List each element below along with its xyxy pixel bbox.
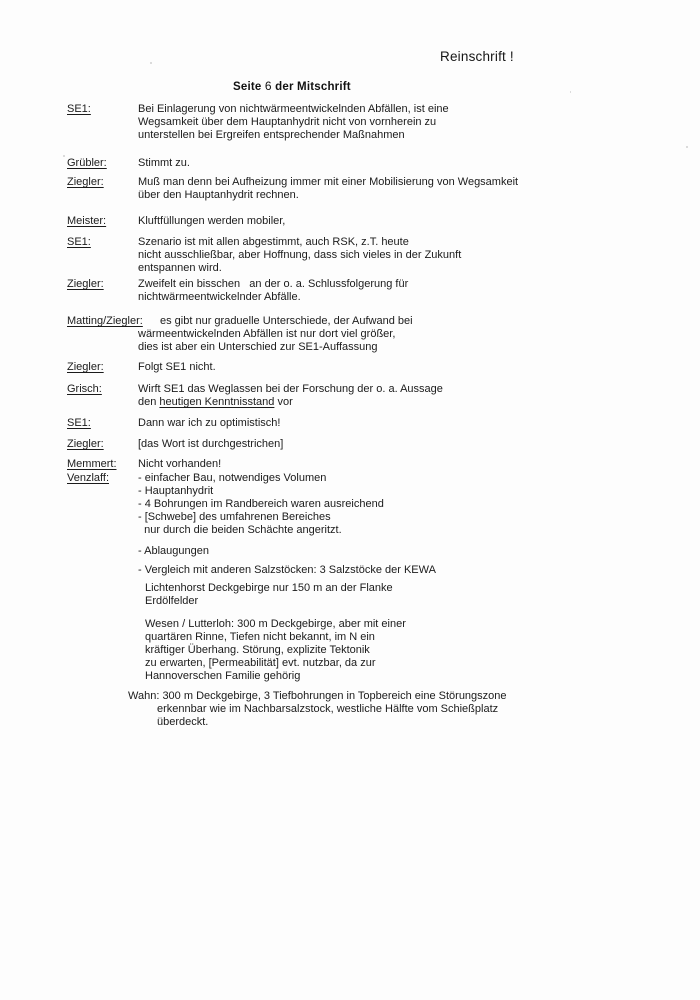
- statement-line: Hannoverschen Familie gehörig: [145, 670, 301, 682]
- statement-block: [145, 618, 608, 683]
- statement-line: nur durch die beiden Schächte angeritzt.: [138, 524, 342, 536]
- page-number: 6: [264, 79, 272, 93]
- speaker-label: SE1:: [67, 236, 91, 248]
- statement-line: über den Hauptanhydrit rechnen.: [138, 189, 299, 201]
- statement-text: [138, 157, 608, 170]
- speaker-label: Meister:: [67, 215, 107, 227]
- underlined-phrase: heutigen Kenntnisstand: [159, 396, 275, 408]
- speaker-label: Venzlaff:: [67, 472, 109, 484]
- statement-block: [138, 472, 608, 537]
- statement-line: - Vergleich mit anderen Salzstöcken: 3 Salzstöcke der KEWA: [138, 564, 436, 576]
- statement-line: Stimmt zu.: [138, 157, 190, 169]
- statement-line: [das Wort ist durchgestrichen]: [138, 438, 284, 450]
- statement-line: - Hauptanhydrit: [138, 485, 214, 497]
- statement-line: - [Schwebe] des umfahrenen Bereiches: [138, 511, 331, 523]
- statement-text: [138, 458, 608, 471]
- statement-text: [138, 236, 608, 275]
- statement-text: [128, 472, 608, 729]
- statement-line: Wegsamkeit über dem Hauptanhydrit nicht von vornherein zu: [138, 116, 437, 128]
- statement-line: dies ist aber ein Unterschied zur SE1-Auffassung: [138, 341, 378, 353]
- statement-text: [138, 438, 608, 451]
- statement-line: [138, 396, 608, 409]
- statement-line: quartären Rinne, Tiefen nicht bekannt, im N ein: [145, 631, 375, 643]
- statement-line: - einfacher Bau, notwendiges Volumen: [138, 472, 327, 484]
- statement-block: [145, 582, 608, 608]
- scan-noise-speck: [150, 62, 152, 64]
- statement-line: wärmeentwickelnden Abfällen ist nur dort viel größer,: [138, 328, 396, 340]
- scan-noise-speck: [686, 146, 688, 148]
- scan-noise-speck: [63, 155, 65, 157]
- statement-text: [138, 417, 608, 430]
- statement-line: Wahn: 300 m Deckgebirge, 3 Tiefbohrungen in Topbereich eine Störungszone: [128, 690, 507, 702]
- statement-line: nichtwärmeentwickelnder Abfälle.: [138, 291, 301, 303]
- scan-noise-speck: [570, 91, 571, 93]
- speaker-label: Ziegler:: [67, 438, 104, 450]
- statement-text: [138, 315, 608, 354]
- statement-text: [138, 176, 608, 202]
- statement-line: zu erwarten, [Permeabilität] evt. nutzbar, da zur: [145, 657, 376, 669]
- speaker-label: Memmert:: [67, 458, 117, 470]
- statement-block: [128, 690, 608, 729]
- statement-line: erkennbar wie im Nachbarsalzstock, westliche Hälfte vom Schießplatz: [157, 703, 499, 715]
- speaker-label: Ziegler:: [67, 361, 104, 373]
- statement-text: [138, 361, 608, 374]
- statement-text: [138, 383, 608, 409]
- statement-line: es gibt nur graduelle Unterschiede, der Aufwand bei: [160, 315, 413, 327]
- speaker-label: Matting/Ziegler:: [67, 315, 143, 327]
- speaker-label: Ziegler:: [67, 176, 104, 188]
- statement-line: entspannen wird.: [138, 262, 222, 274]
- speaker-label: Grisch:: [67, 383, 102, 395]
- statement-text: [138, 278, 608, 304]
- statement-line: Nicht vorhanden!: [138, 458, 222, 470]
- statement-line: Kluftfüllungen werden mobiler,: [138, 215, 286, 227]
- page-title: [233, 79, 351, 93]
- statement-line: Lichtenhorst Deckgebirge nur 150 m an der Flanke: [145, 582, 393, 594]
- statement-line: unterstellen bei Ergreifen entsprechender Maßnahmen: [138, 129, 405, 141]
- statement-line: kräftiger Überhang. Störung, explizite Tektonik: [145, 644, 370, 656]
- speaker-label: Grübler:: [67, 157, 107, 169]
- statement-text: [138, 103, 608, 142]
- page-annotation: Reinschrift !: [440, 49, 514, 64]
- statement-block: [138, 564, 608, 577]
- statement-line: Muß man denn bei Aufheizung immer mit einer Mobilisierung von Wegsamkeit: [138, 176, 519, 188]
- speaker-label: Ziegler:: [67, 278, 104, 290]
- text-segment: vor: [274, 396, 293, 408]
- statement-block: [138, 545, 608, 558]
- page-title-pre: Seite: [233, 81, 265, 93]
- statement-line: Bei Einlagerung von nichtwärmeentwickelnden Abfällen, ist eine: [138, 103, 449, 115]
- statement-line: Dann war ich zu optimistisch!: [138, 417, 281, 429]
- statement-line: Szenario ist mit allen abgestimmt, auch RSK, z.T. heute: [138, 236, 409, 248]
- statement-line: überdeckt.: [157, 716, 209, 728]
- statement-text: [138, 215, 608, 228]
- text-segment: den: [138, 396, 160, 408]
- speaker-label: SE1:: [67, 417, 91, 429]
- statement-line: Zweifelt ein bisschen an der o. a. Schlussfolgerung für: [138, 278, 409, 290]
- statement-line: Wesen / Lutterloh: 300 m Deckgebirge, aber mit einer: [145, 618, 406, 630]
- statement-line: Folgt SE1 nicht.: [138, 361, 216, 373]
- speaker-label: SE1:: [67, 103, 91, 115]
- statement-line: - Ablaugungen: [138, 545, 209, 557]
- page-title-post: der Mitschrift: [271, 81, 351, 93]
- statement-line: Erdölfelder: [145, 595, 199, 607]
- statement-line: nicht ausschließbar, aber Hoffnung, dass sich vieles in der Zukunft: [138, 249, 462, 261]
- statement-line: Wirft SE1 das Weglassen bei der Forschung der o. a. Aussage: [138, 383, 443, 395]
- statement-line: - 4 Bohrungen im Randbereich waren ausreichend: [138, 498, 384, 510]
